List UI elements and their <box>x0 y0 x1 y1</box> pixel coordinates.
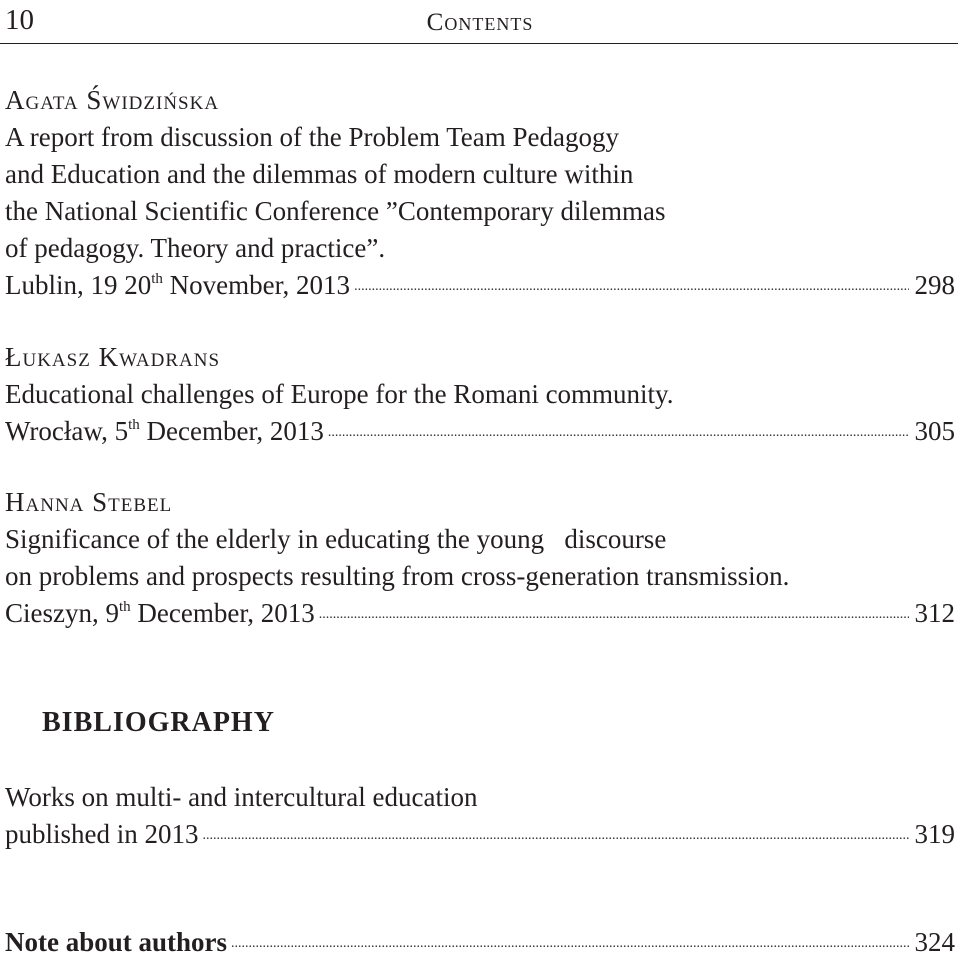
page-reference: 312 <box>914 598 955 628</box>
entry-title-line: Works on multi- and intercultural education <box>5 782 478 812</box>
dot-leader <box>328 409 909 451</box>
page-reference: 298 <box>914 270 955 300</box>
dot-leader <box>231 920 908 962</box>
note-about-authors-title: Note about authors <box>5 927 228 957</box>
entry-author: Agata Świdzińska <box>5 85 220 115</box>
entry-author: Hanna Stebel <box>5 487 173 517</box>
toc-entry[interactable] <box>5 484 955 637</box>
page-header <box>0 0 958 44</box>
entry-leader-line <box>5 595 955 637</box>
entry-title-line: Educational challenges of Europe for the Romani community. <box>5 379 674 409</box>
entry-title-line: published in 2013 <box>5 819 199 849</box>
entry-title-line: and Education and the dilemmas of modern culture within <box>5 159 634 189</box>
page-reference: 319 <box>914 819 955 849</box>
dot-leader <box>203 812 909 854</box>
section-heading-bibliography: BIBLIOGRAPHY <box>42 707 275 738</box>
entry-title-line: on problems and prospects resulting from cross-generation transmission. <box>5 561 790 591</box>
toc-entry[interactable] <box>5 82 955 309</box>
entry-title-line: A report from discussion of the Problem Team Pedagogy <box>5 122 620 152</box>
entry-date: Cieszyn, 9th December, 2013 <box>5 598 315 628</box>
entry-leader-line <box>5 413 955 455</box>
entry-title-line: Significance of the elderly in educating the young discourse <box>5 524 667 554</box>
entry-leader-line <box>5 267 955 309</box>
entry-leader-line <box>5 816 955 858</box>
entry-author: Łukasz Kwadrans <box>5 342 221 372</box>
running-title: Contents <box>426 9 534 36</box>
dot-leader <box>319 591 909 633</box>
entry-title-line: the National Scientific Conference ”Contemporary dilemmas <box>5 196 666 226</box>
page-reference: 324 <box>914 927 955 957</box>
entry-date: Wrocław, 5th December, 2013 <box>5 416 324 446</box>
page-reference: 305 <box>914 416 955 446</box>
dot-leader <box>354 263 908 305</box>
toc-entry[interactable] <box>5 924 955 966</box>
entry-title-line: of pedagogy. Theory and practice”. <box>5 233 386 263</box>
entry-date: Lublin, 19 20th November, 2013 <box>5 270 351 300</box>
toc-entry[interactable] <box>5 339 955 455</box>
page-number: 10 <box>5 4 34 36</box>
toc-entry[interactable] <box>5 779 955 858</box>
entry-leader-line <box>5 924 955 966</box>
